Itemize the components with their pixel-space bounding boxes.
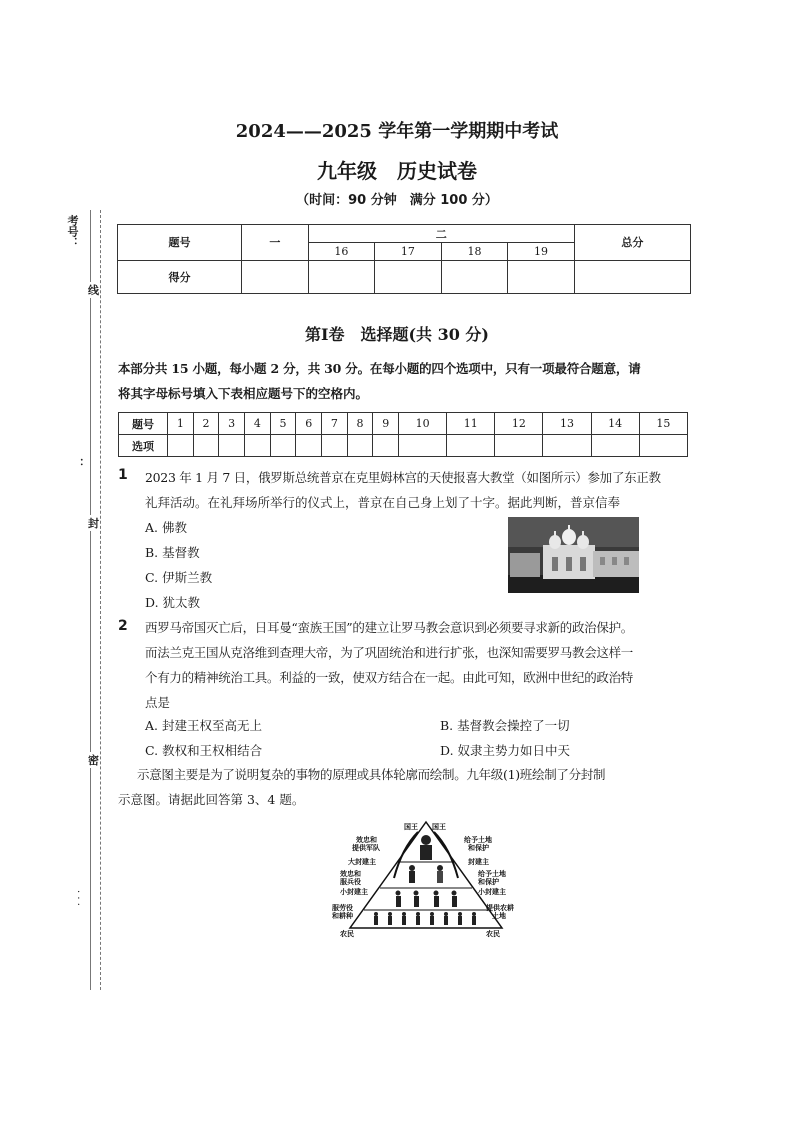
diagram-right-label-4: 给予土地 [478, 870, 506, 878]
feudal-pyramid-diagram [332, 818, 516, 938]
score-part2: 二 [308, 225, 574, 243]
binding-seal-char: 封 [88, 517, 99, 530]
answer-number-1: 1 [168, 413, 194, 435]
binding-dots: · · · [72, 890, 83, 906]
diagram-right-label-8: 土地 [492, 912, 506, 920]
diagram-right-label-1: 给予土地 [464, 836, 492, 844]
knight-figure-1-body [396, 896, 401, 907]
knight-figure-3 [434, 891, 439, 896]
q1-line2: 礼拜活动。在礼拜场所举行的仪式上，普京在自己身上划了十字。据此判断，普京信奉 [145, 495, 621, 510]
answer-number-11: 11 [447, 413, 495, 435]
answer-cell-5[interactable] [270, 435, 296, 457]
exam-info: （时间：90 分钟 满分 100 分） [296, 193, 498, 208]
answer-cell-12[interactable] [495, 435, 543, 457]
answer-number-8: 8 [347, 413, 373, 435]
diagram-left-label-7: 服劳役 [332, 904, 353, 912]
diagram-left-label-6: 小封建主 [340, 888, 368, 896]
knight-figure-3-body [434, 896, 439, 907]
diagram-left-label-4: 效忠和 [340, 870, 361, 878]
diagram-left-label-1: 效忠和 [356, 836, 377, 844]
q34-intro-line1: 示意图主要是为了说明复杂的事物的原理或具体轮廓而绘制。九年级(1)班绘制了分封制 [137, 767, 606, 782]
section-intro-line2: 将其字母标号填入下表相应题号下的空格内。 [118, 386, 369, 401]
answer-cell-15[interactable] [639, 435, 687, 457]
answer-number-5: 5 [270, 413, 296, 435]
knight-figure-4 [452, 891, 457, 896]
diagram-right-label-7: 提供农耕 [486, 904, 514, 912]
score-cell-part1[interactable] [242, 260, 309, 294]
diagram-right-label-6: 小封建主 [478, 888, 506, 896]
binding-mi-char: 密 [88, 754, 99, 767]
q1-option-d: D. 犹太教 [145, 595, 201, 610]
cathedral-photo [508, 517, 639, 593]
answer-number-4: 4 [245, 413, 271, 435]
score-cell-q17[interactable] [375, 260, 442, 294]
exam-subtitle: 九年级 历史试卷 [317, 159, 477, 183]
answer-cell-2[interactable] [193, 435, 219, 457]
diagram-left-label-8: 和耕种 [332, 912, 353, 920]
knight-figure-4-body [452, 896, 457, 907]
answer-number-9: 9 [373, 413, 399, 435]
score-part1: 一 [242, 225, 309, 261]
q1-number: 1 [118, 467, 128, 483]
answer-number-3: 3 [219, 413, 245, 435]
section-intro-line1: 本部分共 15 小题，每小题 2 分，共 30 分。在每小题的四个选项中，只有一项最符合题意，请 [118, 361, 641, 376]
q2-option-c: C. 教权和王权相结合 [145, 743, 263, 758]
answer-cell-3[interactable] [219, 435, 245, 457]
diagram-left-label-2: 提供军队 [352, 844, 380, 852]
score-cell-q16[interactable] [308, 260, 375, 294]
king-figure-body [420, 845, 432, 860]
answer-cell-7[interactable] [322, 435, 348, 457]
answer-number-13: 13 [543, 413, 591, 435]
diagram-right-label-5: 和保护 [478, 878, 499, 886]
knight-figure-2 [414, 891, 419, 896]
q2-option-b: B. 基督教会操控了一切 [440, 718, 570, 733]
diagram-right-label-9: 农民 [486, 930, 500, 938]
exam-title: 2024——2025 学年第一学期期中考试 [235, 121, 559, 142]
king-figure-head [421, 835, 431, 845]
answer-number-7: 7 [322, 413, 348, 435]
q34-intro-line2: 示意图。请据此回答第 3、4 题。 [118, 792, 305, 807]
binding-line-char: 线 [88, 284, 99, 297]
answer-cell-9[interactable] [373, 435, 399, 457]
answer-cell-4[interactable] [245, 435, 271, 457]
answer-cell-14[interactable] [591, 435, 639, 457]
score-cell-q19[interactable] [508, 260, 575, 294]
diagram-left-label-3: 大封建主 [348, 858, 376, 866]
lord-figure-1-body [409, 871, 415, 883]
answer-cell-11[interactable] [447, 435, 495, 457]
exam-number-label: 考号： [66, 215, 79, 248]
answer-cell-1[interactable] [168, 435, 194, 457]
cathedral-image [508, 517, 639, 593]
score-q16: 16 [308, 243, 375, 260]
answer-table [118, 412, 688, 457]
answer-number-6: 6 [296, 413, 322, 435]
q2-line4: 点是 [145, 695, 171, 710]
q2-line2: 而法兰克王国从克洛维到查理大帝，为了巩固统治和进行扩张，也深知需要罗马教会这样一 [145, 645, 634, 660]
section-title: 第Ⅰ卷 选择题(共 30 分) [304, 325, 490, 344]
diagram-right-label-3: 封建主 [468, 858, 489, 866]
knight-figure-1 [396, 891, 401, 896]
binding-mark-mid: ： [72, 458, 85, 469]
q1-option-a: A. 佛教 [145, 520, 187, 535]
q1-line1: 2023 年 1 月 7 日，俄罗斯总统普京在克里姆林宫的天使报喜大教堂（如图所示）参加了东正教 [145, 470, 661, 485]
q1-option-c: C. 伊斯兰教 [145, 570, 213, 585]
q2-option-d: D. 奴隶主势力如日中天 [440, 743, 571, 758]
answer-row-label: 选项 [119, 435, 168, 457]
diagram-left-label-9: 农民 [340, 930, 354, 938]
answer-number-2: 2 [193, 413, 219, 435]
score-table [117, 224, 691, 294]
peasant-figures [374, 912, 476, 925]
score-q19: 19 [508, 243, 575, 260]
answer-cell-13[interactable] [543, 435, 591, 457]
score-header-label: 题号 [118, 225, 242, 261]
answer-cell-10[interactable] [399, 435, 447, 457]
diagram-right-label-2: 和保护 [468, 844, 489, 852]
q2-option-a: A. 封建王权至高无上 [145, 718, 262, 733]
score-q17: 17 [375, 243, 442, 260]
score-row-label: 得分 [118, 260, 242, 294]
answer-number-15: 15 [639, 413, 687, 435]
q2-number: 2 [118, 618, 128, 634]
q1-option-b: B. 基督教 [145, 545, 200, 560]
score-q18: 18 [441, 243, 508, 260]
feudal-pyramid-svg [332, 818, 516, 938]
diagram-king-right: 国王 [432, 823, 446, 831]
diagram-left-label-5: 服兵役 [340, 878, 361, 886]
score-total: 总分 [574, 225, 690, 261]
score-cell-q18[interactable] [441, 260, 508, 294]
answer-number-14: 14 [591, 413, 639, 435]
answer-number-12: 12 [495, 413, 543, 435]
lord-figure-2 [437, 865, 443, 871]
q2-line1: 西罗马帝国灭亡后，日耳曼“蛮族王国”的建立让罗马教会意识到必须要寻求新的政治保护。 [145, 620, 633, 635]
score-cell-total[interactable] [574, 260, 690, 294]
diagram-king-left: 国王 [404, 823, 418, 831]
lord-figure-2-body [437, 871, 443, 883]
lord-figure-1 [409, 865, 415, 871]
q2-line3: 个有力的精神统治工具。利益的一致，使双方结合在一起。由此可知，欧洲中世纪的政治特 [145, 670, 634, 685]
answer-cell-6[interactable] [296, 435, 322, 457]
answer-header-label: 题号 [119, 413, 168, 435]
knight-figure-2-body [414, 896, 419, 907]
answer-cell-8[interactable] [347, 435, 373, 457]
answer-number-10: 10 [399, 413, 447, 435]
